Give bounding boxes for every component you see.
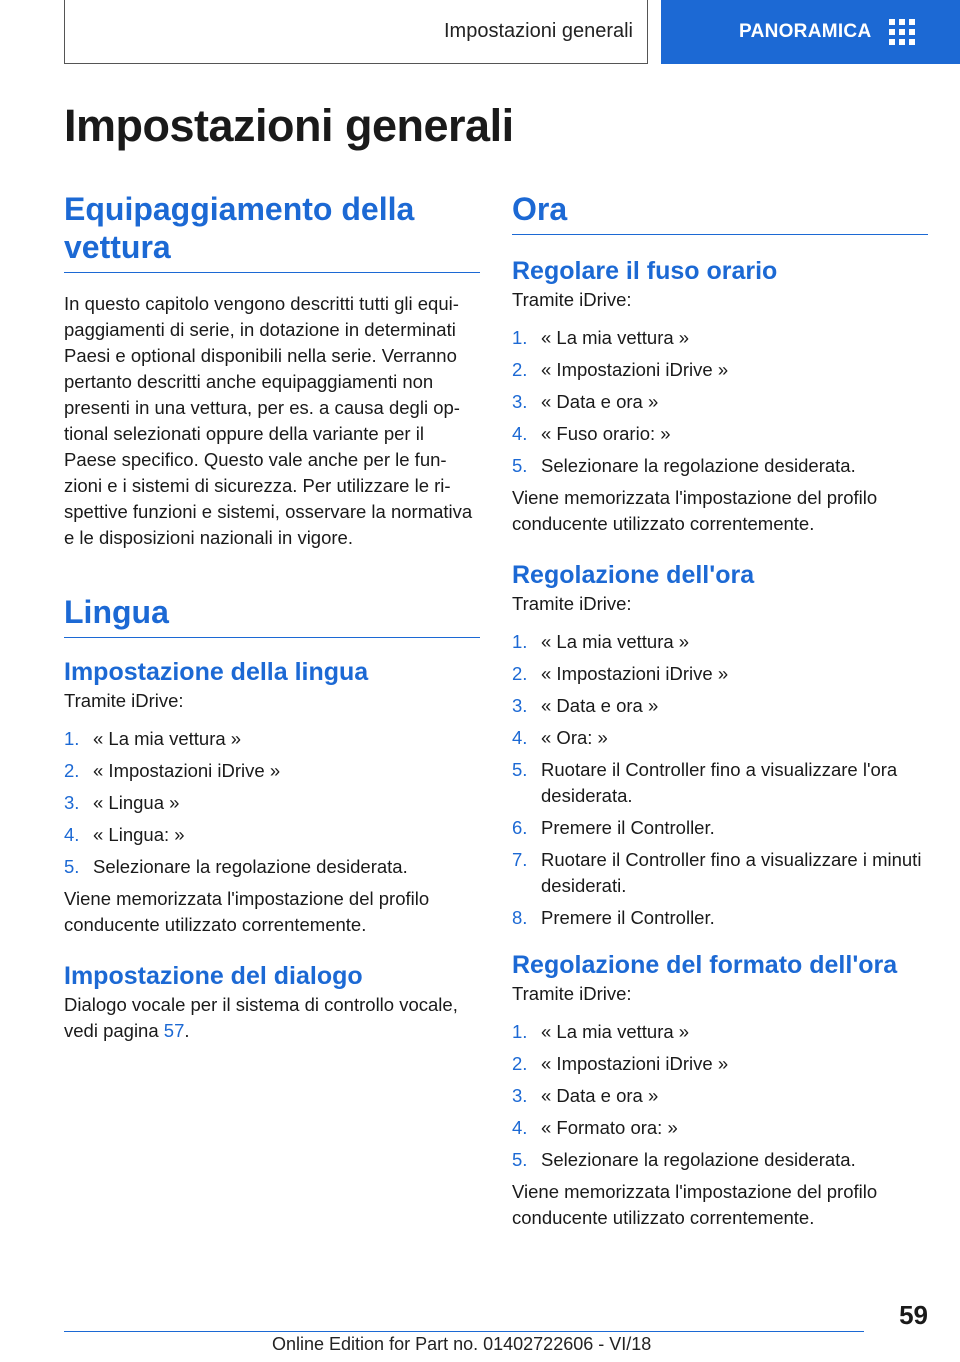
subheading-time-setting: Regolazione dell'ora	[512, 561, 755, 589]
subheading-time-format: Regolazione del formato dell'ora	[512, 951, 898, 979]
list-item: 3. « Data e ora »	[512, 695, 659, 716]
timezone-intro: Tramite iDrive:	[512, 289, 632, 310]
header-bar	[0, 0, 960, 66]
section-heading-equipment: Equipaggiamento della vettura	[64, 190, 480, 273]
language-intro: Tramite iDrive:	[64, 690, 184, 711]
subheading-dialog-setting: Impostazione del dialogo	[64, 962, 363, 990]
list-item: 5. Selezionare la regolazione desiderata.	[512, 455, 856, 476]
time-steps-list	[512, 629, 928, 931]
section-heading-language: Lingua	[64, 593, 480, 638]
list-item: 6. Premere il Controller.	[512, 817, 715, 838]
list-item: 2. « Impostazioni iDrive »	[512, 663, 729, 684]
time-intro: Tramite iDrive:	[512, 593, 632, 614]
format-steps-list	[512, 1019, 928, 1173]
format-note: Viene memorizzata l'impostazione del profilo conducente utilizzato correntemente.	[512, 1181, 878, 1228]
footer-edition: Online Edition for Part no. 01402722606 - VI/18	[272, 1334, 652, 1354]
list-item: 4. « Ora: »	[512, 727, 608, 748]
dialog-paragraph: Dialogo vocale per il sistema di controllo vocale, vedi pagina 57.	[64, 994, 458, 1041]
list-item: 2. « Impostazioni iDrive »	[512, 359, 729, 380]
list-item: 4. « Fuso orario: »	[512, 423, 671, 444]
list-item: 3. « Data e ora »	[512, 391, 659, 412]
subheading-language-setting: Impostazione della lingua	[64, 658, 369, 686]
subheading-timezone: Regolare il fuso orario	[512, 257, 778, 285]
page-title: Impostazioni generali	[64, 100, 514, 151]
section-heading-time: Ora	[512, 190, 928, 235]
list-item: 8. Premere il Controller.	[512, 907, 715, 928]
list-item: 2. « Impostazioni iDrive »	[512, 1053, 729, 1074]
list-item: 4. « Lingua: »	[64, 824, 185, 845]
language-steps-list	[64, 726, 480, 880]
right-column	[512, 190, 928, 1231]
list-item: 1. « La mia vettura »	[64, 728, 242, 749]
overview-tab-label: PANORAMICA	[739, 21, 872, 42]
timezone-steps-list	[512, 325, 928, 479]
list-item: 3. « Lingua »	[64, 792, 180, 813]
list-item: 3. « Data e ora »	[512, 1085, 659, 1106]
section-tab-label: Impostazioni generali	[444, 20, 633, 42]
page-link[interactable]: 57	[163, 1020, 185, 1041]
list-item: 1. « La mia vettura »	[512, 631, 690, 652]
format-intro: Tramite iDrive:	[512, 983, 632, 1004]
list-item: 2. « Impostazioni iDrive »	[64, 760, 281, 781]
equipment-paragraph: In questo capitolo vengono descritti tutti gli equi-paggiamenti di serie, in dotazione in determinati Paesi e optional disponibili nella serie. Verranno pertanto descritti anche equipaggiamenti non presenti in una vettura, per es. a causa degli op-tional selezionati oppure della variante per il Paese specifico. Questo vale anche per le fun-zioni e i sistemi di sicurezza. Per utilizzare le ri-spettive funzioni e sistemi, osservare la normativa e le disposizioni nazionali in vigore.	[64, 293, 473, 548]
list-item: 1. « La mia vettura »	[512, 327, 690, 348]
language-note: Viene memorizzata l'impostazione del profilo conducente utilizzato correntemente.	[64, 888, 430, 935]
list-item: 7. Ruotare il Controller fino a visualizzare i minuti desiderati.	[512, 849, 922, 896]
left-column	[64, 190, 480, 1044]
list-item: 1. « La mia vettura »	[512, 1021, 690, 1042]
footer-divider	[64, 1331, 864, 1332]
overview-tab[interactable]	[661, 0, 960, 64]
grid-icon	[889, 19, 915, 45]
list-item: 5. Ruotare il Controller fino a visualizzare l'ora desiderata.	[512, 759, 898, 806]
list-item: 5. Selezionare la regolazione desiderata.	[512, 1149, 856, 1170]
section-tab[interactable]	[64, 0, 648, 64]
list-item: 5. Selezionare la regolazione desiderata.	[64, 856, 408, 877]
timezone-note: Viene memorizzata l'impostazione del profilo conducente utilizzato correntemente.	[512, 487, 878, 534]
page-number: 59	[899, 1300, 928, 1330]
list-item: 4. « Formato ora: »	[512, 1117, 678, 1138]
